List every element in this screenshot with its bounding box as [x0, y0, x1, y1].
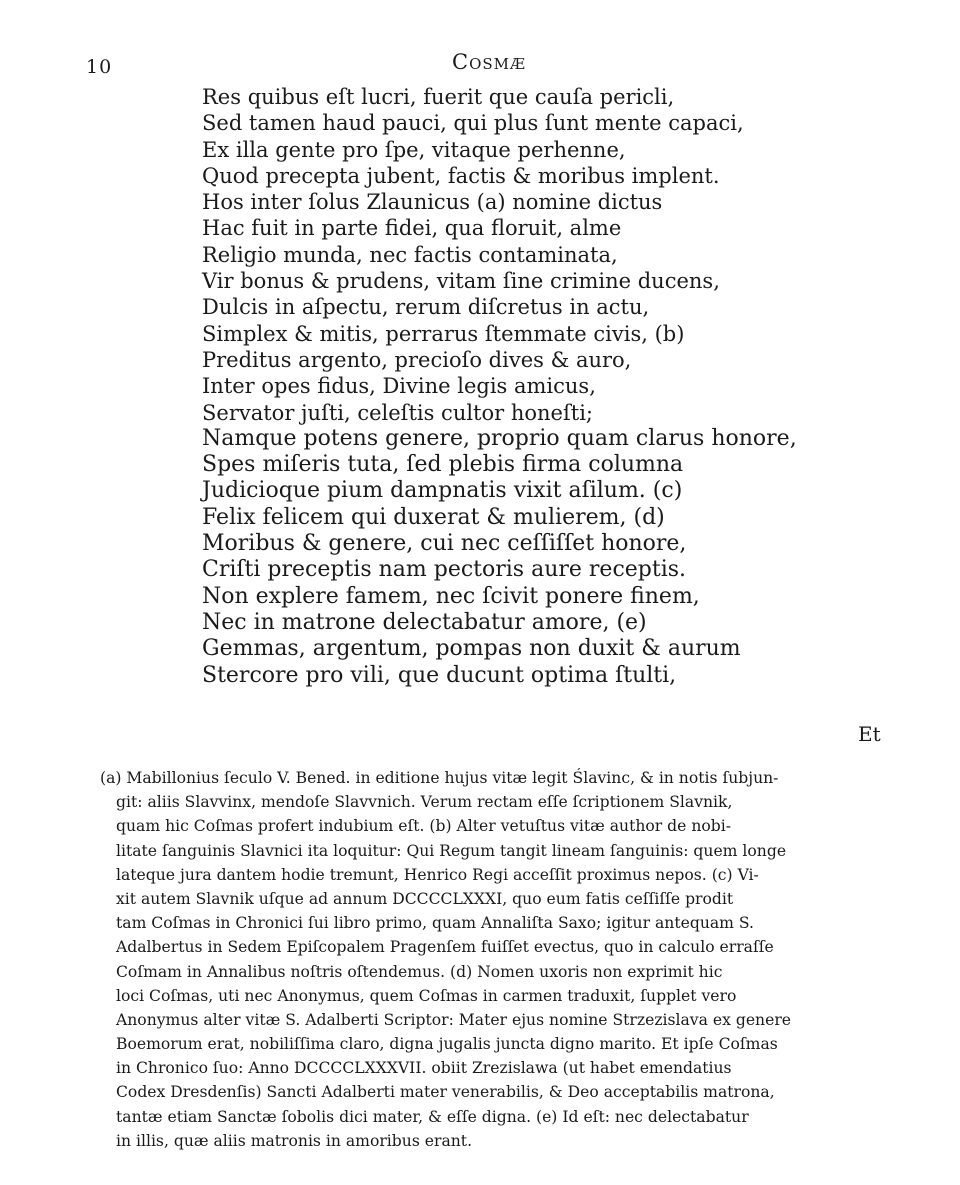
footnote-line: Codex Dresdenſis) Sancti Adalberti mater venerabilis, & Deo acceptabilis matrona, [116, 1083, 775, 1102]
footnote-line: in illis, quæ aliis matronis in amoribus erant. [116, 1131, 473, 1150]
verse-line: Vir bonus & prudens, vitam ſine crimine ducens, [202, 269, 720, 294]
footnote-line: git: aliis Slavvinx, mendoſe Slavvnich. Verum rectam eſſe ſcriptionem Slavnik, [116, 793, 733, 812]
footnote-line: loci Coſmas, uti nec Anonymus, quem Coſmas in carmen traduxit, ſupplet vero [116, 986, 737, 1005]
footnote-line: in Chronico ſuo: Anno DCCCCLXXXVII. obiit Zrezislawa (ut habet emendatius [116, 1059, 732, 1078]
verse-line: Quod precepta jubent, factis & moribus implent. [202, 163, 720, 188]
verse-line: Hos inter ſolus Zlaunicus (a) nomine dictus [202, 190, 663, 215]
footnote-line: Coſmam in Annalibus noſtris oſtendemus. (d) Nomen uxoris non exprimit hic [116, 962, 723, 981]
footnote-line: lateque jura dantem hodie tremunt, Henrico Regi acceſſit proximus nepos. (c) Vi- [116, 865, 759, 884]
running-head: Cosmæ [452, 50, 527, 74]
verse-line: Dulcis in aſpectu, rerum diſcretus in actu, [202, 295, 650, 320]
footnote-line: tam Coſmas in Chronici ſui libro primo, quam Annaliſta Saxo; igitur antequam S. [116, 914, 754, 933]
verse-line: Gemmas, argentum, pompas non duxit & aurum [202, 636, 741, 662]
verse-line: Preditus argento, precioſo dives & auro, [202, 347, 632, 372]
footnote-line: Boemorum erat, nobiliſſima claro, digna jugalis juncta digno marito. Et ipſe Coſmas [116, 1035, 778, 1054]
verse-line: Inter opes fidus, Divine legis amicus, [202, 374, 596, 399]
page-number: 10 [86, 56, 113, 78]
verse-line: Spes miſeris tuta, ſed plebis firma columna [202, 452, 684, 478]
verse-line: Simplex & mitis, perrarus ſtemmate civis, (b) [202, 321, 685, 346]
poem [202, 84, 882, 689]
verse-line: Judicioque pium dampnatis vixit aſilum. (c) [202, 478, 683, 504]
verse-line: Hac fuit in parte fidei, qua floruit, alme [202, 216, 622, 241]
verse-line: Stercore pro vili, que ducunt optima ſtulti, [202, 662, 677, 688]
verse-line: Criſti preceptis nam pectoris aure receptis. [202, 557, 687, 583]
verse-line: Nec in matrone delectabatur amore, (e) [202, 609, 647, 635]
footnote-line: quam hic Coſmas profert indubium eſt. (b) Alter vetuſtus vitæ author de nobi- [116, 817, 732, 836]
verse-line: Moribus & genere, cui nec ceſſiſſet honore, [202, 531, 687, 557]
verse-line: Servator juſti, celeſtis cultor honeſti; [202, 400, 593, 425]
footnote-line: litate ſanguinis Slavnici ita loquitur: Qui Regum tangit lineam ſanguinis: quem longe [116, 841, 787, 860]
verse-line: Ex illa gente pro ſpe, vitaque perhenne, [202, 137, 626, 162]
footnote-line: xit autem Slavnik uſque ad annum DCCCCLXXXI, quo eum fatis ceſſiſſe prodit [116, 889, 734, 908]
verse-line: Sed tamen haud pauci, qui plus ſunt mente capaci, [202, 111, 744, 136]
footnote-line: Adalbertus in Sedem Epiſcopalem Pragenſem fuiſſet evectus, quo in calculo erraſſe [116, 938, 774, 957]
verse-line: Felix felicem qui duxerat & mulierem, (d) [202, 504, 665, 530]
verse-line: Religio munda, nec factis contaminata, [202, 242, 618, 267]
catchword: Et [858, 722, 881, 746]
verse-line: Namque potens genere, proprio quam clarus honore, [202, 425, 797, 451]
footnote-line: tantæ etiam Sanctæ ſobolis dici mater, & eſſe digna. (e) Id eſt: nec delectabatur [116, 1107, 749, 1126]
verse-line: Non explere famem, nec ſcivit ponere finem, [202, 583, 700, 609]
verse-line: Res quibus eſt lucri, fuerit que cauſa pericli, [202, 85, 675, 109]
footnotes [100, 766, 926, 1153]
footnote-line: Anonymus alter vitæ S. Adalberti Scriptor: Mater ejus nomine Strzezislava ex genere [116, 1010, 792, 1029]
footnote-line: (a) Mabillonius ſeculo V. Bened. in editione hujus vitæ legit Ślavinc, & in notis ſubjun- [100, 769, 779, 787]
